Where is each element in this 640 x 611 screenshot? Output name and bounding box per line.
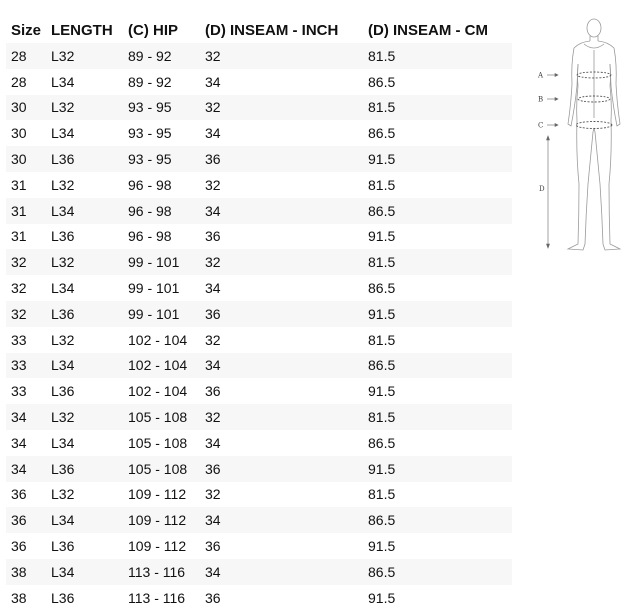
cell-inseam-inch: 36: [200, 456, 363, 482]
cell-size: 28: [6, 43, 46, 69]
cell-size: 36: [11, 486, 27, 503]
cell-hip: 89 - 92: [128, 73, 172, 90]
header-hip: (C) HIP: [128, 21, 178, 39]
cell-inseam-cm: 86.5: [363, 507, 512, 533]
table-body: [6, 43, 512, 611]
measure-labels: [537, 72, 545, 194]
cell-inseam-inch: 36: [205, 228, 221, 245]
body-measurement-diagram: [528, 14, 636, 258]
cell-hip: 99 - 101: [128, 280, 180, 297]
cell-inseam-inch: 36: [205, 589, 221, 606]
cell-inseam-inch: 32: [200, 43, 363, 69]
cell-hip: 89 - 92: [123, 43, 200, 69]
band-c: [576, 122, 612, 129]
cell-size: 34: [11, 434, 27, 451]
cell-inseam-cm: 91.5: [368, 589, 396, 606]
table-row: [6, 224, 512, 250]
cell-inseam-cm: 86.5: [368, 434, 396, 451]
cell-length: L36: [46, 456, 123, 482]
table-row: [6, 507, 512, 533]
cell-inseam-inch: 34: [200, 353, 363, 379]
cell-size: 32: [6, 301, 46, 327]
table-row: [6, 533, 512, 559]
cell-length: L34: [51, 73, 75, 90]
cell-inseam-cm: 81.5: [363, 43, 512, 69]
cell-hip: 93 - 95: [123, 146, 200, 172]
cell-size: 31: [6, 198, 46, 224]
cell-inseam-inch: 32: [205, 176, 221, 193]
cell-length: L32: [46, 404, 123, 430]
cell-length: L36: [46, 146, 123, 172]
label-d: D: [539, 185, 545, 193]
cell-size: 33: [11, 383, 27, 400]
cell-length: L36: [51, 538, 75, 555]
cell-size: 34: [6, 456, 46, 482]
cell-inseam-inch: 34: [205, 434, 221, 451]
table-row: [6, 353, 512, 379]
cell-inseam-inch: 34: [200, 198, 363, 224]
cell-hip: 109 - 112: [128, 538, 187, 555]
cell-size: 33: [11, 331, 27, 348]
body-outline: [568, 19, 620, 250]
cell-inseam-inch: 36: [205, 538, 221, 555]
header-inseam-inch: (D) INSEAM - INCH: [205, 21, 339, 39]
table-row: [6, 482, 512, 508]
table-header-row: [6, 17, 512, 43]
cell-inseam-inch: 32: [200, 249, 363, 275]
cell-inseam-cm: 86.5: [368, 125, 396, 142]
label-b: B: [538, 95, 544, 104]
cell-length: L32: [46, 95, 123, 121]
table-row: [6, 120, 512, 146]
header-size: Size: [11, 21, 42, 39]
cell-length: L36: [51, 589, 75, 606]
cell-size: 30: [11, 125, 27, 142]
measure-arrows: [547, 74, 559, 249]
cell-inseam-cm: 81.5: [363, 249, 512, 275]
cell-inseam-inch: 36: [200, 301, 363, 327]
cell-inseam-inch: 34: [205, 73, 221, 90]
cell-size: 31: [11, 228, 27, 245]
cell-hip: 113 - 116: [123, 559, 200, 585]
label-c: C: [538, 121, 544, 130]
cell-inseam-cm: 91.5: [363, 146, 512, 172]
cell-length: L36: [46, 301, 123, 327]
cell-size: 30: [6, 95, 46, 121]
cell-inseam-inch: 34: [205, 280, 221, 297]
cell-size: 36: [6, 507, 46, 533]
cell-inseam-inch: 36: [200, 146, 363, 172]
cell-inseam-cm: 86.5: [363, 353, 512, 379]
cell-length: L32: [46, 249, 123, 275]
cell-size: 36: [11, 538, 27, 555]
table-row: [6, 301, 512, 327]
cell-hip: 96 - 98: [123, 198, 200, 224]
label-a: A: [538, 71, 544, 80]
cell-inseam-inch: 32: [200, 95, 363, 121]
cell-hip: 102 - 104: [128, 383, 188, 400]
cell-size: 30: [6, 146, 46, 172]
cell-hip: 93 - 95: [123, 95, 200, 121]
cell-hip: 99 - 101: [123, 301, 200, 327]
table-row: [6, 172, 512, 198]
cell-hip: 105 - 108: [128, 434, 188, 451]
cell-size: 34: [6, 404, 46, 430]
cell-hip: 113 - 116: [128, 589, 186, 606]
table-row: [6, 69, 512, 95]
cell-length: L32: [51, 331, 75, 348]
cell-size: 28: [11, 73, 27, 90]
table-row: [6, 198, 512, 224]
cell-inseam-cm: 91.5: [368, 538, 396, 555]
cell-inseam-inch: 36: [205, 383, 221, 400]
table-row: [6, 378, 512, 404]
cell-size: 32: [6, 249, 46, 275]
table-row: [6, 249, 512, 275]
cell-inseam-inch: 34: [200, 507, 363, 533]
table-row: [6, 327, 512, 353]
size-chart-table: [6, 17, 512, 611]
table-row: [6, 404, 512, 430]
cell-hip: 105 - 108: [123, 404, 200, 430]
cell-length: L34: [46, 353, 123, 379]
cell-hip: 109 - 112: [128, 486, 187, 503]
cell-inseam-cm: 91.5: [363, 301, 512, 327]
cell-length: L32: [51, 486, 75, 503]
table-row: [6, 456, 512, 482]
cell-inseam-cm: 81.5: [368, 331, 396, 348]
cell-length: L36: [51, 228, 75, 245]
table-row: [6, 275, 512, 301]
cell-hip: 96 - 98: [128, 176, 172, 193]
cell-size: 32: [11, 280, 27, 297]
cell-inseam-cm: 81.5: [368, 486, 396, 503]
cell-hip: 109 - 112: [123, 507, 200, 533]
cell-inseam-inch: 32: [205, 486, 221, 503]
cell-length: L32: [46, 43, 123, 69]
cell-inseam-cm: 91.5: [363, 456, 512, 482]
header-inseam-cm: (D) INSEAM - CM: [368, 21, 488, 39]
cell-inseam-inch: 32: [200, 404, 363, 430]
cell-hip: 93 - 95: [128, 125, 172, 142]
header-length: LENGTH: [51, 21, 113, 39]
cell-size: 38: [6, 559, 46, 585]
cell-length: L34: [46, 559, 123, 585]
table-row: [6, 585, 512, 611]
cell-inseam-inch: 34: [205, 125, 221, 142]
table-row: [6, 430, 512, 456]
cell-inseam-cm: 86.5: [363, 559, 512, 585]
cell-inseam-cm: 86.5: [363, 198, 512, 224]
cell-size: 33: [6, 353, 46, 379]
cell-length: L34: [51, 434, 75, 451]
cell-inseam-cm: 81.5: [363, 95, 512, 121]
cell-hip: 99 - 101: [123, 249, 200, 275]
table-row: [6, 43, 512, 69]
table-row: [6, 559, 512, 585]
cell-inseam-cm: 91.5: [368, 228, 396, 245]
cell-length: L32: [51, 176, 75, 193]
table-row: [6, 146, 512, 172]
cell-size: 31: [11, 176, 27, 193]
cell-length: L34: [46, 198, 123, 224]
cell-hip: 102 - 104: [128, 331, 188, 348]
cell-length: L34: [46, 507, 123, 533]
cell-inseam-cm: 81.5: [368, 176, 396, 193]
cell-inseam-inch: 32: [205, 331, 221, 348]
cell-length: L34: [51, 280, 75, 297]
cell-inseam-inch: 34: [200, 559, 363, 585]
cell-size: 38: [11, 589, 27, 606]
cell-hip: 96 - 98: [128, 228, 172, 245]
cell-inseam-cm: 86.5: [368, 73, 396, 90]
cell-hip: 105 - 108: [123, 456, 200, 482]
cell-hip: 102 - 104: [123, 353, 200, 379]
table-row: [6, 95, 512, 121]
cell-inseam-cm: 86.5: [368, 280, 396, 297]
cell-inseam-cm: 81.5: [363, 404, 512, 430]
cell-inseam-cm: 91.5: [368, 383, 396, 400]
cell-length: L34: [51, 125, 75, 142]
cell-length: L36: [51, 383, 75, 400]
